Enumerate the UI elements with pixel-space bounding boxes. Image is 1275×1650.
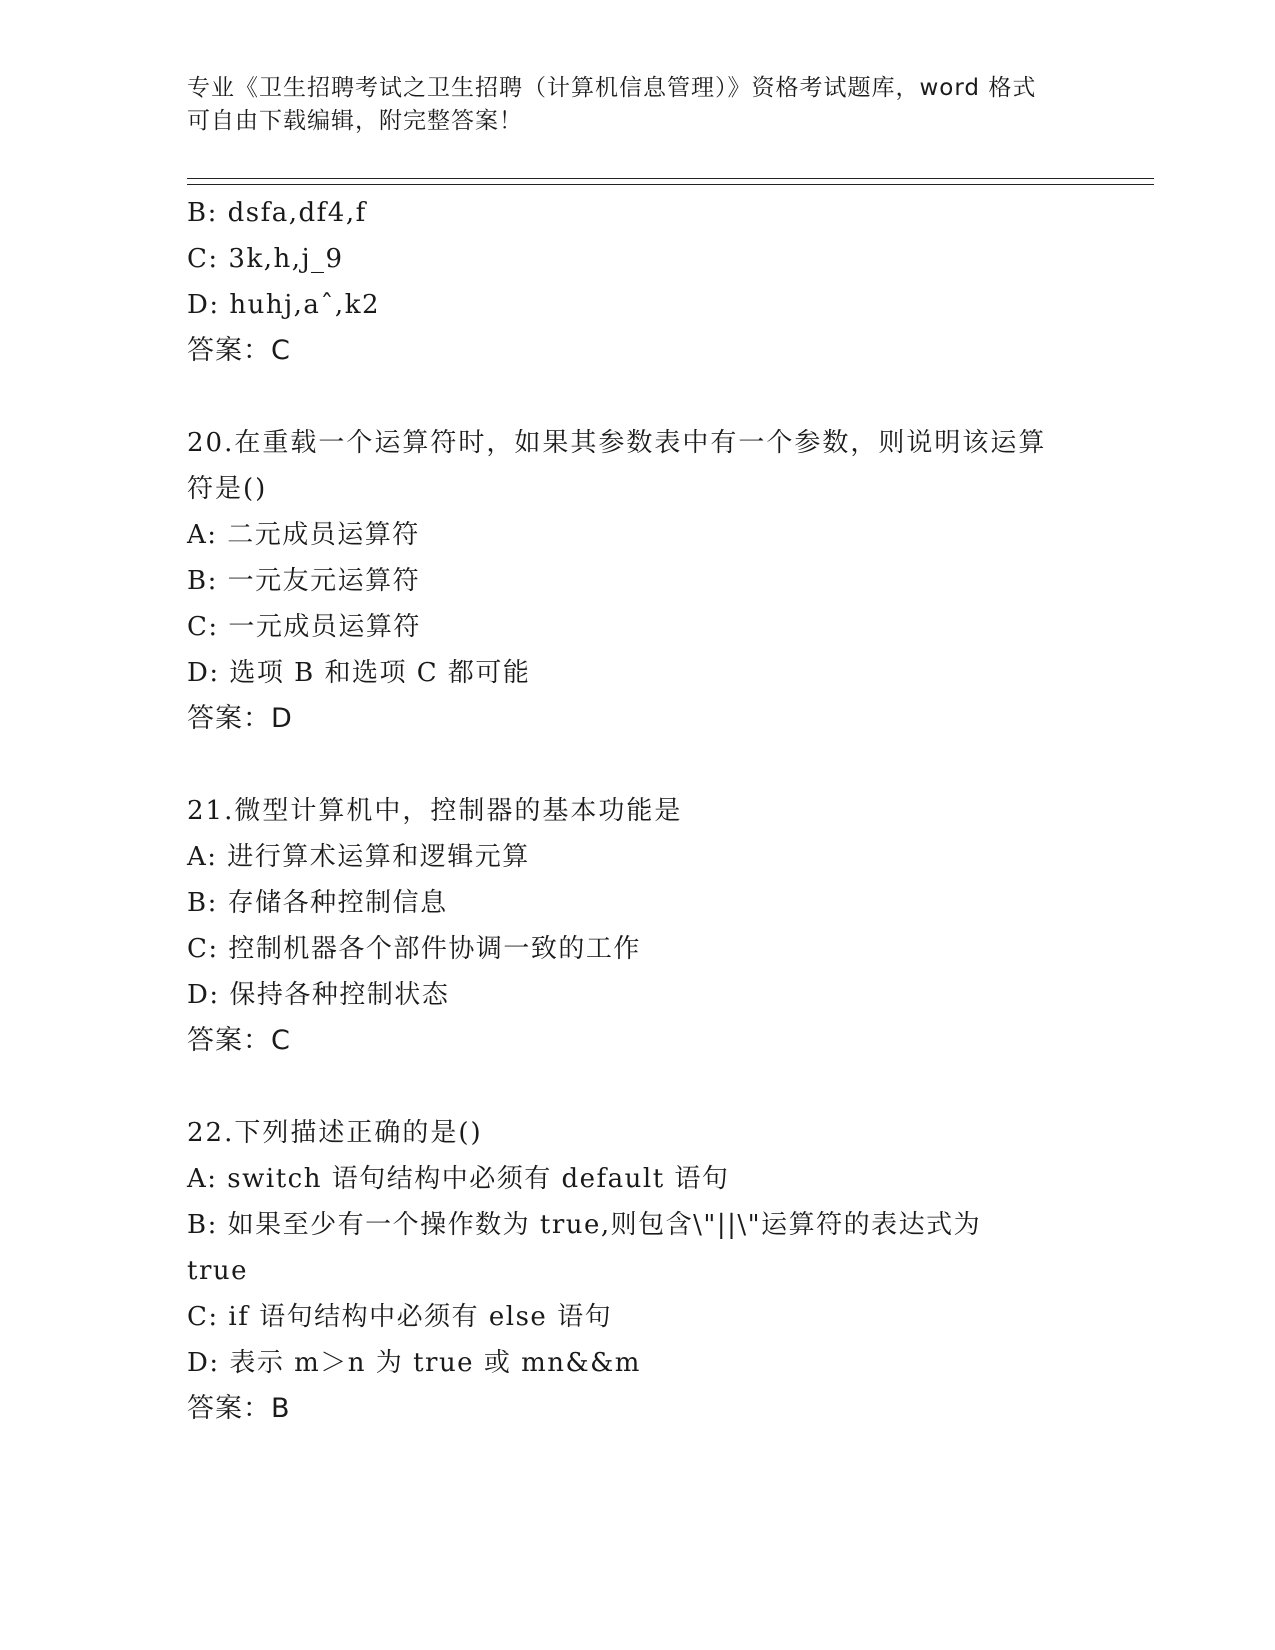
answer-line: 答案：C [187, 1025, 291, 1056]
question-text-line-1: 22.下列描述正确的是() [187, 1118, 483, 1148]
document-body [187, 190, 1087, 1432]
question-text-line-1: 20.在重载一个运算符时，如果其参数表中有一个参数，则说明该运算 [187, 428, 1047, 458]
option-b: B: dsfa,df4,f [187, 198, 367, 228]
answer-line: 答案：D [187, 703, 293, 734]
option-d: D: 表示 m＞n 为 true 或 mn&&m [187, 1348, 641, 1378]
option-d: D: 保持各种控制状态 [187, 980, 450, 1010]
document-header [187, 72, 1087, 138]
prev-question-block [187, 190, 1087, 374]
option-d: D: 选项 B 和选项 C 都可能 [187, 658, 531, 688]
option-b: B: 如果至少有一个操作数为 true,则包含\"||\"运算符的表达式为 [187, 1210, 982, 1240]
question-text-line-1: 21.微型计算机中，控制器的基本功能是 [187, 796, 683, 826]
option-c: C: 一元成员运算符 [187, 612, 421, 642]
answer-line: 答案：C [187, 335, 291, 366]
option-a: A: switch 语句结构中必须有 default 语句 [187, 1164, 730, 1194]
question-text [187, 420, 1087, 512]
option-c: C: 3k,h,j_9 [187, 244, 344, 274]
question-21 [187, 788, 1087, 1064]
question-text [187, 1110, 1087, 1156]
question-22 [187, 1110, 1087, 1432]
header-line-2: 可自由下载编辑，附完整答案！ [187, 108, 523, 134]
option-b: B: 存储各种控制信息 [187, 888, 448, 918]
option-c: C: 控制机器各个部件协调一致的工作 [187, 934, 641, 964]
question-20 [187, 420, 1087, 742]
option-a: A: 二元成员运算符 [187, 520, 420, 550]
option-a: A: 进行算术运算和逻辑元算 [187, 842, 530, 872]
question-text [187, 788, 1087, 834]
question-text-line-2: 符是() [187, 474, 268, 504]
header-line-1: 专业《卫生招聘考试之卫生招聘（计算机信息管理）》资格考试题库，word 格式 [187, 75, 1037, 101]
option-b: B: 一元友元运算符 [187, 566, 421, 596]
option-b-continuation: true [187, 1256, 249, 1286]
option-d: D: huhj,aˆ,k2 [187, 290, 380, 320]
answer-line: 答案：B [187, 1393, 291, 1424]
option-c: C: if 语句结构中必须有 else 语句 [187, 1302, 613, 1332]
header-double-rule [187, 178, 1154, 185]
